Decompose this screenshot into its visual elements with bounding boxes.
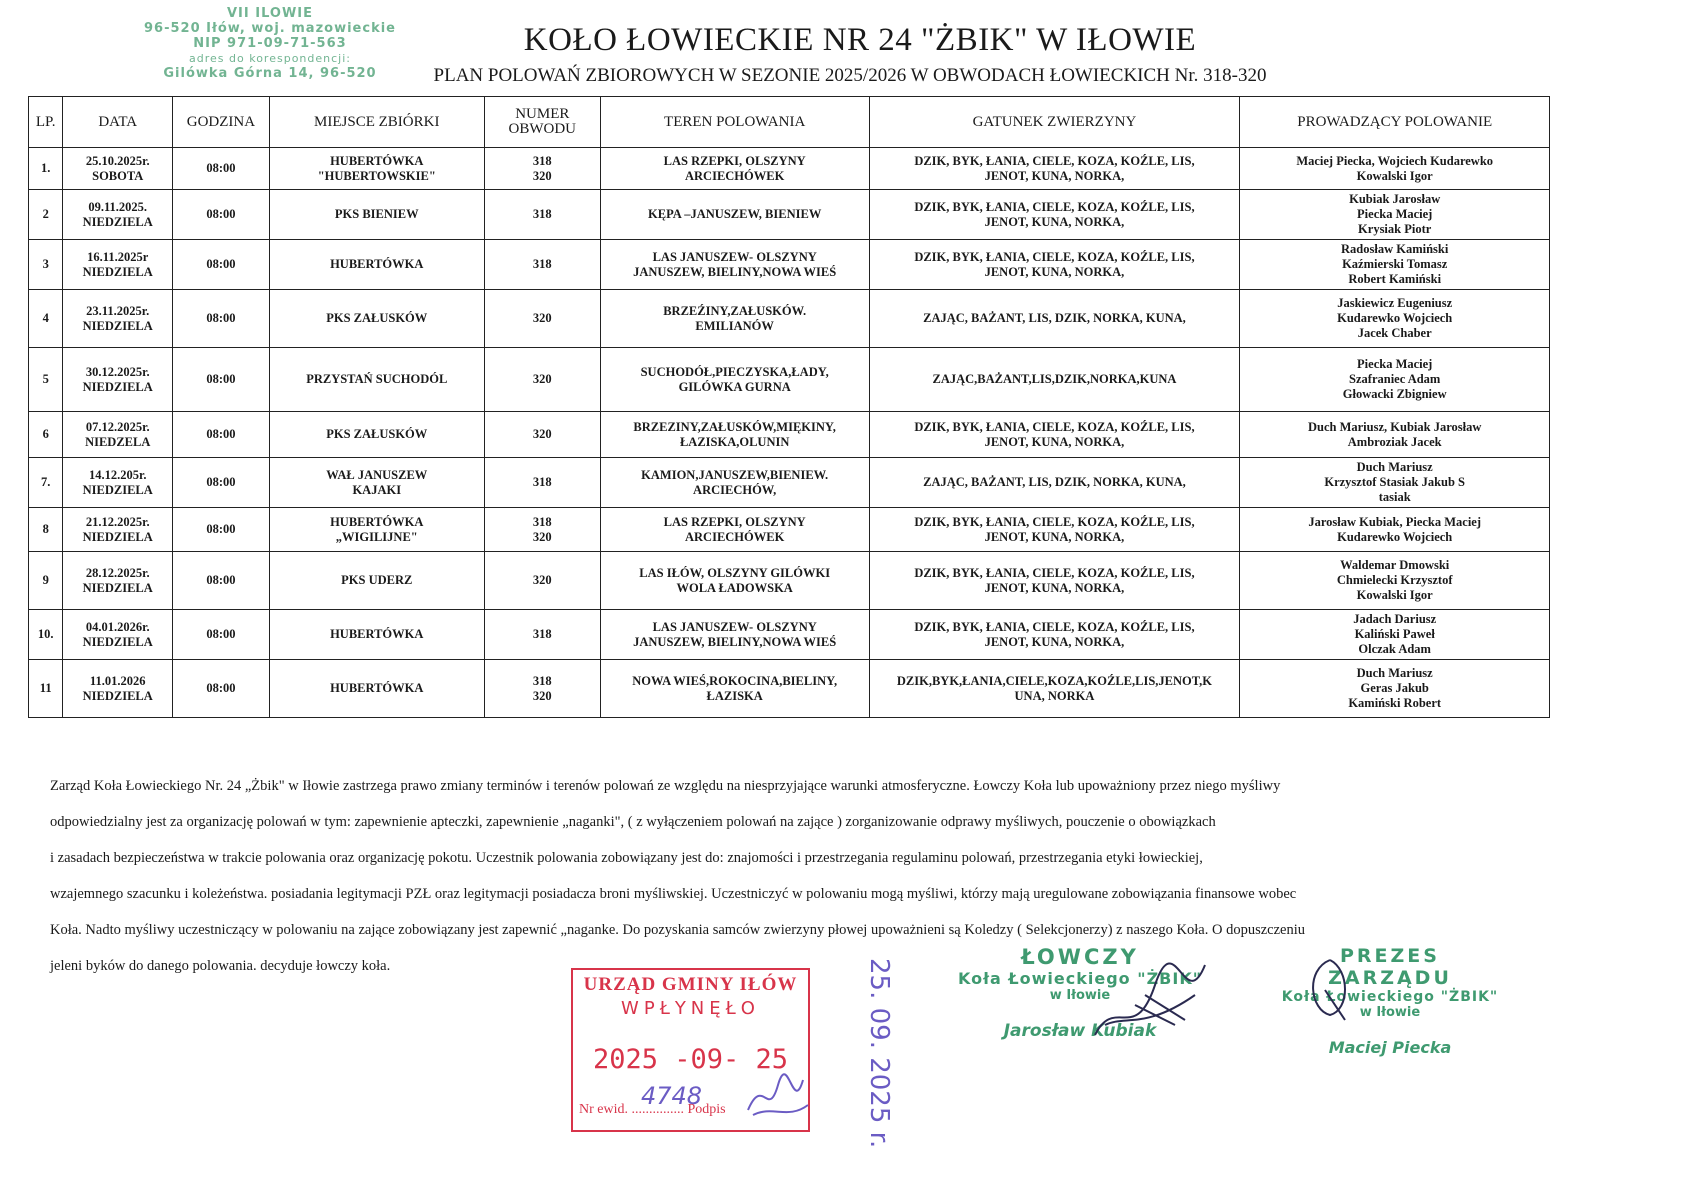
cell-line: 09.11.2025.	[88, 199, 148, 214]
cell-line: Ambroziak Jacek	[1347, 434, 1442, 449]
column-header-leader: PROWADZĄCY POLOWANIE	[1240, 97, 1550, 148]
cell-line: 23.11.2025r.	[86, 303, 150, 318]
cell-line: KAJAKI	[352, 482, 402, 497]
time-cell: 08:00	[173, 552, 270, 610]
cell-line: ZAJĄC,BAŻANT,LIS,DZIK,NORKA,KUNA	[932, 372, 1177, 386]
leader-cell	[1240, 190, 1550, 240]
signature-icon	[1085, 955, 1215, 1055]
cell-line: PKS BIENIEW	[334, 207, 419, 221]
cell-line: DZIK, BYK, ŁANIA, CIELE, KOZA, KOŹLE, LIS,	[914, 619, 1195, 634]
cell-line: Maciej Piecka, Wojciech Kudarewko	[1296, 153, 1494, 168]
column-header-place: MIEJSCE ZBIÓRKI	[269, 97, 484, 148]
stamp-registry-label: Nr ewid. ............... Podpis	[579, 1102, 726, 1117]
cell-line: Kamiński Robert	[1348, 696, 1442, 710]
stamp-line: NIP 971-09-71-563	[193, 36, 347, 51]
cell-line: ARCIECHÓW,	[693, 482, 777, 497]
species-cell	[869, 412, 1240, 458]
cell-line: JENOT, KUNA, NORKA,	[984, 580, 1125, 595]
cell-line: Kaliński Paweł	[1354, 627, 1435, 641]
cell-line: NIEDZIELA	[82, 318, 153, 333]
time-cell: 08:00	[173, 348, 270, 412]
row-number: 2	[29, 190, 63, 240]
stamp-org: Koła Łowieckiego "ŻBIK"	[957, 969, 1203, 988]
cell-line: HUBERTÓWKA	[330, 514, 424, 529]
time-cell: 08:00	[173, 240, 270, 290]
hunt-schedule-table	[28, 96, 1550, 718]
time-cell: 08:00	[173, 190, 270, 240]
signature-icon	[1300, 950, 1360, 1030]
cell-line: tasiak	[1378, 490, 1411, 504]
cell-line: 320	[532, 311, 552, 325]
cell-line: UNA, NORKA	[1014, 688, 1095, 703]
date-cell	[63, 552, 173, 610]
date-cell	[63, 290, 173, 348]
cell-line: HUBERTÓWKA	[330, 681, 424, 695]
cell-line: DZIK, BYK, ŁANIA, CIELE, KOZA, KOŹLE, LIS,	[914, 419, 1195, 434]
hunt-area-cell	[600, 552, 869, 610]
leader-cell	[1240, 610, 1550, 660]
stamp-date: 2025 -09- 25	[592, 1044, 789, 1075]
row-number: 4	[29, 290, 63, 348]
cell-line: 320	[532, 573, 552, 587]
cell-line: Kowalski Igor	[1356, 168, 1433, 183]
time-cell: 08:00	[173, 610, 270, 660]
cell-line: Chmielecki Krzysztof	[1336, 573, 1453, 587]
cell-line: WAŁ JANUSZEW	[326, 467, 428, 482]
species-cell	[869, 148, 1240, 190]
cell-line: LAS JANUSZEW- OLSZYNY	[652, 249, 817, 264]
cell-line: "HUBERTOWSKIE"	[317, 168, 436, 183]
district-cell	[484, 458, 600, 508]
leader-cell	[1240, 660, 1550, 718]
cell-line: PKS ZAŁUSKÓW	[326, 427, 428, 441]
meeting-place-cell	[269, 552, 484, 610]
time-cell: 08:00	[173, 660, 270, 718]
district-cell	[484, 240, 600, 290]
row-number: 9	[29, 552, 63, 610]
species-cell	[869, 660, 1240, 718]
cell-line: PKS ZAŁUSKÓW	[326, 311, 428, 325]
cell-line: KAMION,JANUSZEW,BIENIEW.	[641, 467, 829, 482]
stamp-name: Maciej Piecka	[1328, 1038, 1452, 1057]
cell-line: NIEDZIELA	[82, 688, 153, 703]
district-cell	[484, 660, 600, 718]
table-row	[29, 240, 1550, 290]
cell-line: 318	[532, 153, 552, 168]
cell-line: JENOT, KUNA, NORKA,	[984, 434, 1125, 449]
cell-line: NOWA WIEŚ,ROKOCINA,BIELINY,	[632, 673, 838, 688]
stamp-line: Gilówka Górna 14, 96-520	[163, 66, 377, 81]
cell-line: ZAJĄC, BAŻANT, LIS, DZIK, NORKA, KUNA,	[923, 311, 1186, 325]
table-row	[29, 412, 1550, 458]
cell-line: HUBERTÓWKA	[330, 153, 424, 168]
species-cell	[869, 240, 1240, 290]
stamp-place: w Iłowie	[1049, 988, 1111, 1003]
cell-line: LAS IŁÓW, OLSZYNY GILÓWKI	[639, 565, 831, 580]
cell-line: ZAJĄC, BAŻANT, LIS, DZIK, NORKA, KUNA,	[923, 475, 1186, 489]
species-cell	[869, 190, 1240, 240]
handwritten-date: 25. 09. 2025 r.	[864, 958, 894, 1149]
meeting-place-cell	[269, 190, 484, 240]
leader-cell	[1240, 508, 1550, 552]
table-row	[29, 660, 1550, 718]
hunt-area-cell	[600, 148, 869, 190]
stamp-line: adres do korespondencji:	[189, 52, 351, 65]
cell-line: LAS RZEPKI, OLSZYNY	[663, 153, 806, 168]
cell-line: Krysiak Piotr	[1358, 222, 1432, 236]
notes-line: odpowiedzialny jest za organizację polowań w tym: zapewnienie apteczki, zapewnienie „naganki", ( z wyłączeniem polowań na zające ) zorganizowanie odprawy myśliwych, pouczenie o obowiązkach	[50, 814, 1216, 830]
cell-line: 21.12.2025r.	[85, 514, 150, 529]
cell-line: KĘPA –JANUSZEW, BIENIEW	[648, 207, 822, 221]
district-cell	[484, 190, 600, 240]
row-number: 1.	[29, 148, 63, 190]
date-cell	[63, 610, 173, 660]
table-row	[29, 148, 1550, 190]
row-number: 10.	[29, 610, 63, 660]
cell-line: DZIK, BYK, ŁANIA, CIELE, KOZA, KOŹLE, LIS,	[914, 249, 1195, 264]
meeting-place-cell	[269, 348, 484, 412]
date-cell	[63, 458, 173, 508]
district-cell	[484, 348, 600, 412]
cell-line: 320	[532, 529, 552, 544]
cell-line: Głowacki Zbigniew	[1342, 387, 1447, 401]
cell-line: Duch Mariusz	[1356, 666, 1433, 680]
time-cell: 08:00	[173, 508, 270, 552]
table-row	[29, 610, 1550, 660]
cell-line: Waldemar Dmowski	[1340, 558, 1450, 572]
cell-line: Geras Jakub	[1360, 681, 1429, 695]
cell-line: ŁAZISKA	[706, 688, 763, 703]
cell-line: Robert Kamiński	[1348, 272, 1442, 286]
cell-line: 320	[532, 688, 552, 703]
cell-line: Duch Mariusz	[1356, 460, 1433, 474]
cell-line: WOLA ŁADOWSKA	[676, 580, 793, 595]
leader-cell	[1240, 240, 1550, 290]
cell-line: 04.01.2026r.	[85, 619, 150, 634]
cell-line: NIEDZIELA	[82, 214, 153, 229]
date-cell	[63, 508, 173, 552]
meeting-place-cell	[269, 290, 484, 348]
cell-line: PKS UDERZ	[341, 573, 413, 587]
cell-line: 320	[532, 372, 552, 386]
district-cell	[484, 552, 600, 610]
stamp-org: Koła Łowieckiego "ŻBIK"	[1281, 989, 1499, 1005]
cell-line: SOBOTA	[92, 168, 144, 183]
meeting-place-cell	[269, 508, 484, 552]
stamp-title: PREZES ZARZĄDU	[1328, 945, 1452, 989]
row-number: 8	[29, 508, 63, 552]
cell-line: BRZEŹINY,ZAŁUSKÓW.	[663, 303, 807, 318]
cell-line: 318	[532, 514, 552, 529]
time-cell: 08:00	[173, 290, 270, 348]
cell-line: 30.12.2025r.	[85, 364, 150, 379]
cell-line: Krzysztof Stasiak Jakub S	[1324, 475, 1466, 489]
district-cell	[484, 412, 600, 458]
time-cell: 08:00	[173, 458, 270, 508]
cell-line: 318	[532, 257, 552, 271]
cell-line: HUBERTÓWKA	[330, 627, 424, 641]
cell-line: Radosław Kamiński	[1341, 242, 1449, 256]
column-header-species: GATUNEK ZWIERZYNY	[869, 97, 1240, 148]
cell-line: Olczak Adam	[1358, 642, 1431, 656]
leader-cell	[1240, 290, 1550, 348]
cell-line: DZIK, BYK, ŁANIA, CIELE, KOZA, KOŹLE, LIS,	[914, 514, 1195, 529]
document-subtitle: PLAN POLOWAŃ ZBIOROWYCH W SEZONIE 2025/2026 W OBWODACH ŁOWIECKICH Nr. 318-320	[433, 65, 1267, 86]
cell-line: 25.10.2025r.	[85, 153, 150, 168]
time-cell: 08:00	[173, 148, 270, 190]
cell-line: JANUSZEW, BIELINY,NOWA WIEŚ	[633, 634, 837, 649]
cell-line: 07.12.2025r.	[85, 419, 150, 434]
column-header-date: DATA	[63, 97, 173, 148]
row-number: 6	[29, 412, 63, 458]
stamp-title: ŁOWCZY	[1021, 945, 1139, 969]
table-row	[29, 190, 1550, 240]
species-cell	[869, 610, 1240, 660]
cell-line: 318	[532, 673, 552, 688]
stamp-place: w Iłowie	[1359, 1005, 1421, 1020]
cell-line: JENOT, KUNA, NORKA,	[984, 264, 1125, 279]
cell-line: 318	[532, 207, 552, 221]
stamp-line: VII ILOWIE	[226, 6, 314, 21]
cell-line: NIEDZIELA	[82, 634, 153, 649]
hunt-area-cell	[600, 508, 869, 552]
meeting-place-cell	[269, 240, 484, 290]
cell-line: „WIGILIJNE"	[335, 529, 418, 544]
stamp-office: URZĄD GMINY IŁÓW	[583, 974, 798, 995]
cell-line: 320	[532, 168, 552, 183]
notes-line: jeleni byków do danego polowania. decyduje łowczy koła.	[50, 958, 391, 974]
notes-line: i zasadach bezpieczeństwa w trakcie polowania oraz organizację pokotu. Uczestnik polowania zobowiązany jest do: znajomości i przestrzegania regulaminu polowań, przestrzegania etyki łowieckiej,	[50, 850, 1203, 866]
cell-line: DZIK,BYK,ŁANIA,CIELE,KOZA,KOŹLE,LIS,JENOT,K	[896, 673, 1213, 688]
cell-line: LAS JANUSZEW- OLSZYNY	[652, 619, 817, 634]
cell-line: 318	[532, 475, 552, 489]
cell-line: JANUSZEW, BIELINY,NOWA WIEŚ	[633, 264, 837, 279]
table-header-row	[29, 97, 1550, 148]
cell-line: NIEDZIELA	[82, 379, 153, 394]
leader-cell	[1240, 348, 1550, 412]
cell-line: ŁAZISKA,OLUNIN	[679, 434, 790, 449]
species-cell	[869, 508, 1240, 552]
row-number: 11	[29, 660, 63, 718]
cell-line: JENOT, KUNA, NORKA,	[984, 214, 1125, 229]
meeting-place-cell	[269, 660, 484, 718]
cell-line: NIEDZELA	[85, 434, 151, 449]
cell-line: Jacek Chaber	[1357, 326, 1432, 340]
cell-line: 28.12.2025r.	[85, 565, 150, 580]
hunt-area-cell	[600, 190, 869, 240]
notes-line: Koła. Nadto myśliwy uczestniczący w polowaniu na zające zobowiązany jest zapewnić „naganke. Do pozyskania samców zwierzyny płowej upoważnieni są Koledzy ( Selekcjonerzy) z naszego Koła. O dopuszczeniu	[50, 922, 1305, 938]
cell-line: ARCIECHÓWEK	[685, 529, 785, 544]
date-cell	[63, 240, 173, 290]
hunt-area-cell	[600, 348, 869, 412]
time-cell: 08:00	[173, 412, 270, 458]
cell-line: PRZYSTAŃ SUCHODÓL	[306, 372, 448, 386]
cell-line: 14.12.205r.	[88, 467, 147, 482]
cell-line: ARCIECHÓWEK	[685, 168, 785, 183]
row-number: 3	[29, 240, 63, 290]
cell-line: NIEDZIELA	[82, 529, 153, 544]
cell-line: EMILIANÓW	[695, 318, 774, 333]
notes-line: Zarząd Koła Łowieckiego Nr. 24 „Żbik" w Iłowie zastrzega prawo zmiany terminów i terenów polowań ze względu na niesprzyjające warunki atmosferyczne. Łowczy Koła lub upoważniony przez niego myśliwy	[50, 778, 1281, 794]
cell-line: 318	[532, 627, 552, 641]
hunt-area-cell	[600, 660, 869, 718]
cell-line: DZIK, BYK, ŁANIA, CIELE, KOZA, KOŹLE, LIS,	[914, 153, 1195, 168]
cell-line: Kubiak Jarosław	[1349, 192, 1441, 206]
cell-line: Kudarewko Wojciech	[1337, 311, 1453, 325]
cell-line: Jaskiewicz Eugeniusz	[1337, 296, 1453, 310]
table-row	[29, 458, 1550, 508]
cell-line: SUCHODÓŁ,PIECZYSKA,ŁADY,	[640, 364, 829, 379]
table-row	[29, 348, 1550, 412]
table-row	[29, 552, 1550, 610]
date-cell	[63, 148, 173, 190]
cell-line: NIEDZIELA	[82, 580, 153, 595]
cell-line: BRZEZINY,ZAŁUSKÓW,MIĘKINY,	[633, 419, 836, 434]
meeting-place-cell	[269, 412, 484, 458]
species-cell	[869, 348, 1240, 412]
column-header-time: GODZINA	[173, 97, 270, 148]
leader-cell	[1240, 552, 1550, 610]
column-header-district: NUMER OBWODU	[484, 97, 600, 148]
hunt-area-cell	[600, 240, 869, 290]
district-cell	[484, 610, 600, 660]
cell-line: Piecka Maciej	[1357, 207, 1433, 221]
cell-line: HUBERTÓWKA	[330, 257, 424, 271]
cell-line: 16.11.2025r	[87, 249, 149, 264]
cell-line: Szafraniec Adam	[1349, 372, 1441, 386]
leader-cell	[1240, 458, 1550, 508]
signature-icon	[743, 1065, 813, 1125]
cell-line: 320	[532, 427, 552, 441]
species-cell	[869, 290, 1240, 348]
column-header-lp: LP.	[29, 97, 63, 148]
stamp-received: WPŁYNĘŁO	[621, 998, 760, 1019]
cell-line: 11.01.2026	[89, 673, 146, 688]
table-row	[29, 290, 1550, 348]
date-cell	[63, 190, 173, 240]
cell-line: Piecka Maciej	[1357, 357, 1433, 371]
date-cell	[63, 348, 173, 412]
stamp-line: 96-520 Iłów, woj. mazowieckie	[144, 21, 396, 36]
cell-line: DZIK, BYK, ŁANIA, CIELE, KOZA, KOŹLE, LIS,	[914, 565, 1195, 580]
cell-line: JENOT, KUNA, NORKA,	[984, 529, 1125, 544]
row-number: 5	[29, 348, 63, 412]
leader-cell	[1240, 412, 1550, 458]
hunt-area-cell	[600, 290, 869, 348]
cell-line: NIEDZIELA	[82, 264, 153, 279]
hunt-area-cell	[600, 458, 869, 508]
registration-stamp	[571, 968, 810, 1132]
district-cell	[484, 508, 600, 552]
cell-line: DZIK, BYK, ŁANIA, CIELE, KOZA, KOŹLE, LIS,	[914, 199, 1195, 214]
cell-line: JENOT, KUNA, NORKA,	[984, 168, 1125, 183]
leader-cell	[1240, 148, 1550, 190]
cell-line: Duch Mariusz, Kubiak Jarosław	[1307, 419, 1482, 434]
table-row	[29, 508, 1550, 552]
document-title: KOŁO ŁOWIECKIE NR 24 "ŻBIK" W IŁOWIE	[523, 22, 1197, 58]
cell-line: Jarosław Kubiak, Piecka Maciej	[1308, 514, 1482, 529]
cell-line: Jadach Dariusz	[1353, 612, 1437, 626]
cell-line: NIEDZIELA	[82, 482, 153, 497]
species-cell	[869, 458, 1240, 508]
district-cell	[484, 148, 600, 190]
district-cell	[484, 290, 600, 348]
hunt-area-cell	[600, 412, 869, 458]
cell-line: JENOT, KUNA, NORKA,	[984, 634, 1125, 649]
meeting-place-cell	[269, 610, 484, 660]
meeting-place-cell	[269, 148, 484, 190]
hunt-area-cell	[600, 610, 869, 660]
stamp-name: Jarosław Kubiak	[1003, 1021, 1157, 1041]
date-cell	[63, 660, 173, 718]
row-number: 7.	[29, 458, 63, 508]
cell-line: Kowalski Igor	[1356, 588, 1433, 602]
column-header-area: TEREN POLOWANIA	[600, 97, 869, 148]
cell-line: Kaźmierski Tomasz	[1342, 257, 1448, 271]
notes-line: wzajemnego szacunku i koleżeństwa. posiadania legitymacji PZŁ oraz legitymacji posiadacza broni myśliwskiej. Uczestniczyć w polowaniu mogą myśliwi, którzy mają uregulowane zobowiązania finansowe wobec	[50, 886, 1297, 902]
cell-line: LAS RZEPKI, OLSZYNY	[663, 514, 806, 529]
meeting-place-cell	[269, 458, 484, 508]
registry-number: 4748	[641, 1082, 703, 1110]
date-cell	[63, 412, 173, 458]
cell-line: Kudarewko Wojciech	[1337, 529, 1453, 544]
cell-line: GILÓWKA GURNA	[678, 379, 791, 394]
species-cell	[869, 552, 1240, 610]
